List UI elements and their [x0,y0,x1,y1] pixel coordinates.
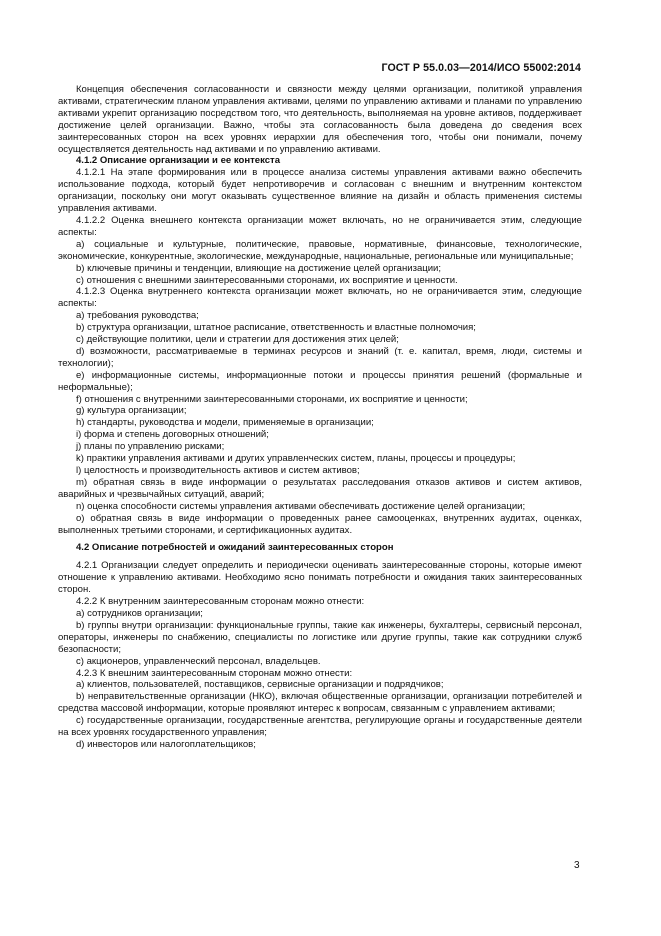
list-item: a) требования руководства; [76,310,199,322]
list-item: h) стандарты, руководства и модели, применяемые в организации; [76,417,374,429]
list-item: o) обратная связь в виде информации о проведенных ранее самооценках, внутренних аудитах, оценках, выполненных третьими сторонами, и сертификационных аудитах. [58,512,582,536]
paragraph-4-1-2-3: 4.1.2.3 Оценка внутреннего контекста организации может включать, но не ограничивается этим, следующие аспекты: [58,286,582,310]
intro-paragraph: Концепция обеспечения согласованности и связности между целями организации, политикой управления активами, стратегическим планом управления активами, целями по управлению активами и планами по управлению активами укрепит организацию посредством того, что деятельность, выполняемая на уровне активов, поддерживает достижение целей организации. Важно, чтобы эта согласованность была доведена до сведения всех заинтересованных сторон на всех уровнях иерархии для обеспечения того, чтобы они понимали, почему осуществляется деятельность над активами и по управлению активами. [58,84,582,155]
section-heading-4-1-2: 4.1.2 Описание организации и ее контекста [76,155,281,167]
list-item: b) неправительственные организации (НКО), включая общественные организации, организации потребителей и средства массовой информации, которые проявляют интерес к вопросам, связанным с управлением активами; [58,691,582,715]
list-item: l) целостность и производительность активов и систем активов; [76,465,360,476]
list-item: b) структура организации, штатное расписание, ответственность и властные полномочия; [76,322,476,334]
list-item: c) акционеров, управленческий персонал, владельцев. [76,655,321,667]
paragraph-4-1-2-2: 4.1.2.2 Оценка внешнего контекста организации может включать, но не ограничивается этим, следующие аспекты: [58,214,582,238]
list-item: j) планы по управлению рисками; [76,441,225,453]
paragraph-4-1-2-1: 4.1.2.1 На этапе формирования или в процессе анализа системы управления активами важно обеспечить использование подхода, который будет непротиворечив и согласован с внешним и внутренним контекстом организации, поскольку они могут оказывать существенное влияние на дизайн и область применения системы управления активами. [58,167,582,215]
list-item: a) клиентов, пользователей, поставщиков, сервисные организации и подрядчиков; [76,679,444,691]
list-item: c) отношения с внешними заинтересованными сторонами, их восприятие и ценности. [76,274,458,286]
list-item: d) инвесторов или налогоплательщиков; [76,738,256,750]
list-item: b) группы внутри организации: функциональные группы, такие как инженеры, бухгалтеры, сервисный персонал, операторы, инженеры по снабжению, специалисты по логистике или другие группы, такие как сотрудники служб безопасности; [58,619,582,655]
list-item: d) возможности, рассматриваемые в терминах ресурсов и знаний (т. е. капитал, время, люди, системы и технологии); [58,345,582,369]
list-item: a) социальные и культурные, политические, правовые, нормативные, финансовые, технологические, экономические, конкурентные, экологические, международные, национальные, региональные или муниципальные; [58,238,582,262]
list-item: b) ключевые причины и тенденции, влияющие на достижение целей организации; [76,262,442,274]
list-item: g) культура организации; [76,405,187,417]
list-item: m) обратная связь в виде информации о результатах расследования отказов активов и систем активов, аварийных и чрезвычайных ситуаций, аварий; [58,476,582,500]
page-number: 3 [574,860,580,871]
paragraph-4-2-3: 4.2.3 К внешним заинтересованным сторонам можно отнести: [76,667,353,679]
list-item: k) практики управления активами и других управленческих систем, планы, процессы и процедуры; [76,453,516,465]
section-heading-4-2: 4.2 Описание потребностей и ожиданий заинтересованных сторон [76,542,394,554]
list-item: i) форма и степень договорных отношений; [76,429,269,441]
paragraph-4-2-1: 4.2.1 Организации следует определить и периодически оценивать заинтересованные стороны, которые имеют отношение к управлению активами. Необходимо ясно понимать потребности и ожидания таких заинтересованных сторон. [58,560,582,596]
paragraph-4-2-2: 4.2.2 К внутренним заинтересованным сторонам можно отнести: [76,596,365,608]
document-body [58,84,582,751]
standard-header: ГОСТ Р 55.0.03—2014/ИСО 55002:2014 [381,62,581,74]
list-item: e) информационные системы, информационные потоки и процессы принятия решений (формальные и неформальные); [58,369,582,393]
list-item: c) действующие политики, цели и стратегии для достижения этих целей; [76,334,399,346]
list-item: n) оценка способности системы управления активами обеспечивать достижение целей организации; [76,500,526,512]
list-item: a) сотрудников организации; [76,607,203,619]
list-item: f) отношения с внутренними заинтересованными сторонами, их восприятие и ценности; [76,393,468,405]
list-item: c) государственные организации, государственные агентства, регулирующие органы и государственные деятели на всех уровнях государственного управления; [58,715,582,739]
